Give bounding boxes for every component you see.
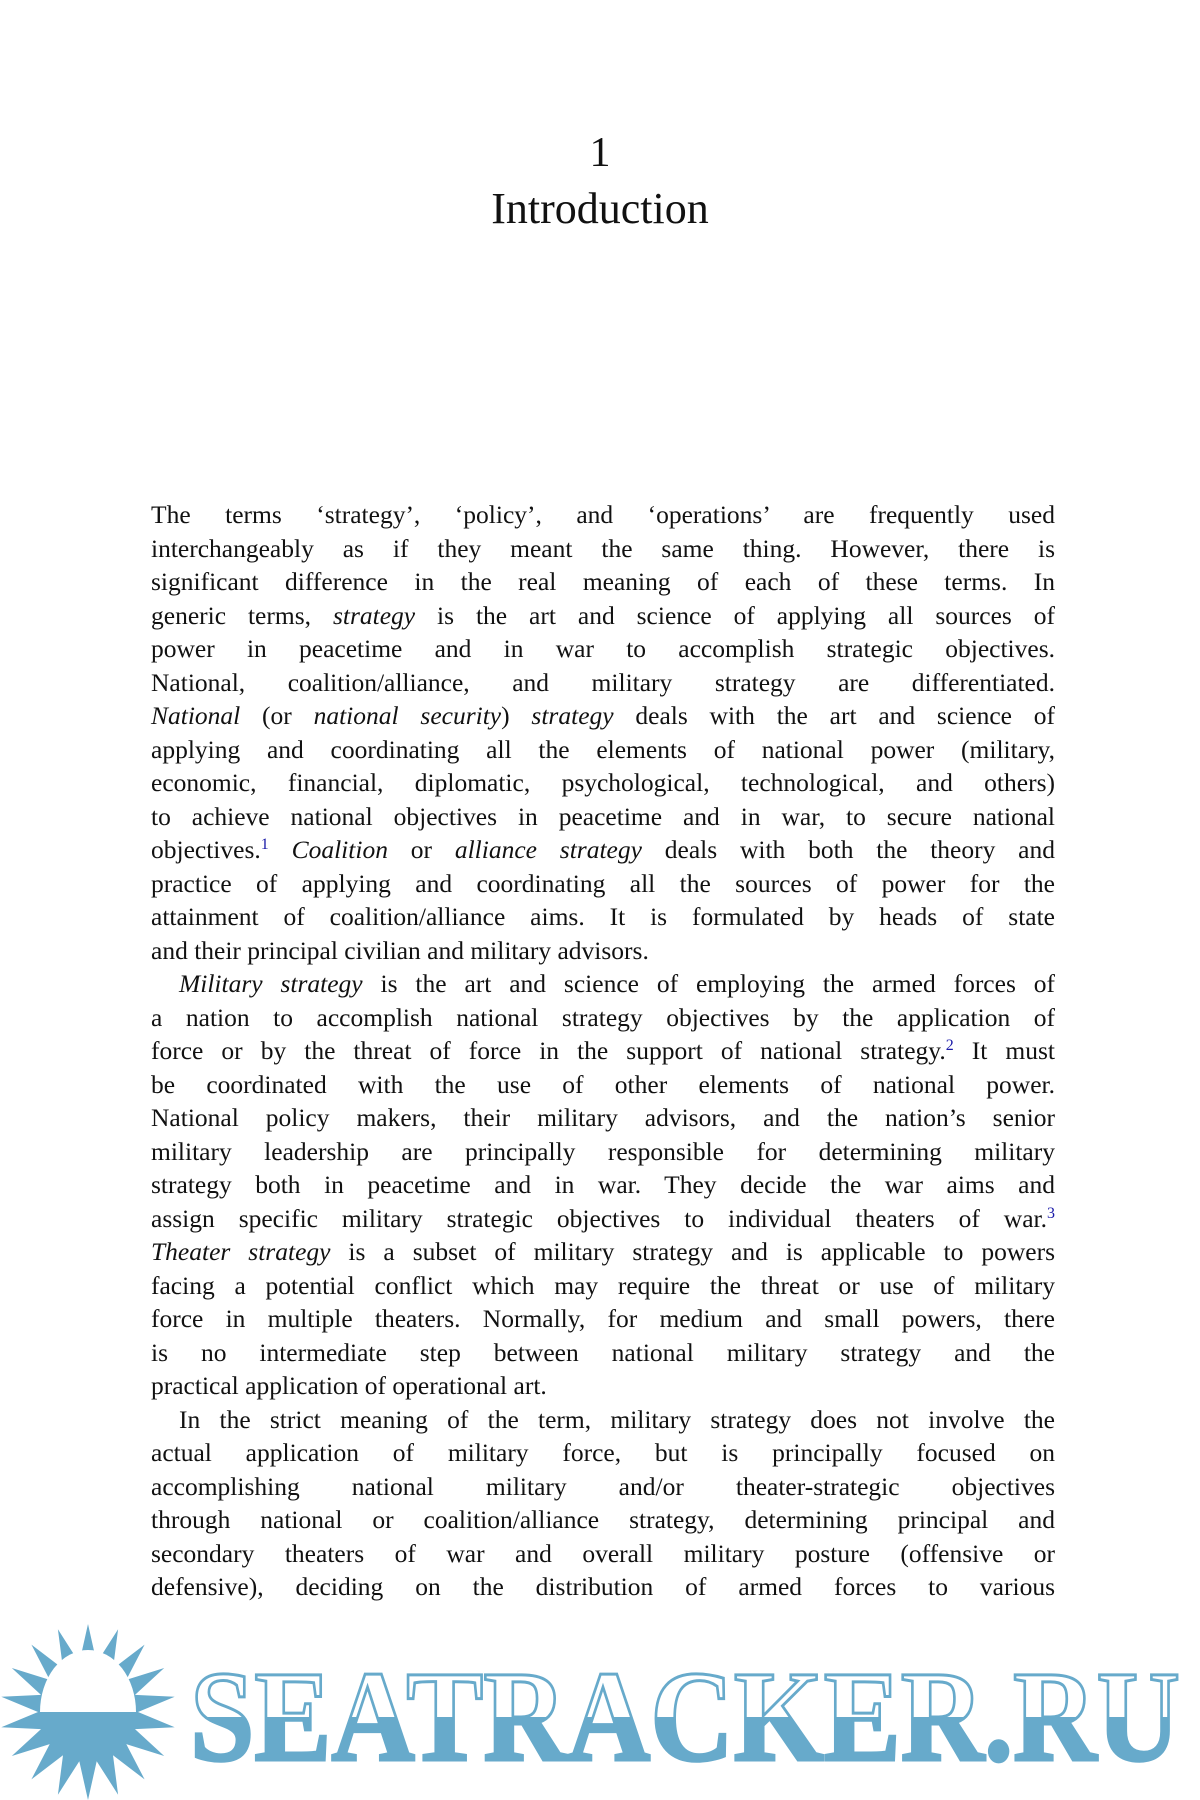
text-segment: National: [151, 701, 241, 730]
text-segment: be coordinated with the use of other elements of national power.: [151, 1069, 1055, 1099]
text-line: [151, 1403, 1055, 1437]
text-segment: National, coalition/alliance, and military strategy are differentiated.: [151, 667, 1055, 697]
text-segment: National policy makers, their military advisors, and the nation’s senior: [151, 1103, 1055, 1132]
text-segment: a nation to accomplish national strategy objectives by the application of: [151, 1002, 1055, 1032]
text-line: [151, 1537, 1055, 1571]
text-line: [151, 967, 1055, 1001]
text-line: [151, 1135, 1055, 1169]
text-segment: strategy: [332, 600, 416, 630]
text-segment: attainment of coalition/alliance aims. It is formulated by heads of state: [151, 902, 1055, 931]
text-segment: In the strict meaning of the term, military strategy does not involve the: [179, 1404, 1055, 1434]
text-line: [151, 1503, 1055, 1537]
text-line: [151, 1436, 1055, 1470]
text-line: [151, 1101, 1055, 1135]
watermark-text: SEATRACKER.RU: [190, 1645, 1180, 1789]
text-line: [151, 1168, 1055, 1202]
text-line: [151, 1202, 1055, 1236]
text-segment: interchangeably as if they meant the same thing. However, there is: [151, 533, 1055, 563]
text-line: [151, 733, 1055, 767]
text-segment: through national or coalition/alliance strategy, determining principal and: [151, 1505, 1055, 1534]
text-segment: secondary theaters of war and overall military posture (offensive or: [151, 1538, 1055, 1568]
text-segment: ): [501, 701, 532, 730]
text-line: [151, 498, 1055, 532]
text-line: [151, 900, 1055, 934]
text-line: [151, 1269, 1055, 1303]
sun-icon: [1, 1624, 174, 1800]
text-line: [151, 699, 1055, 733]
text-line: [151, 1336, 1055, 1370]
text-segment: (or: [240, 701, 314, 730]
text-segment: It must: [953, 1036, 1056, 1065]
text-segment: actual application of military force, but is principally focused on: [151, 1438, 1055, 1467]
text-line: [151, 666, 1055, 700]
text-line: [151, 766, 1055, 800]
text-segment: generic terms,: [151, 600, 333, 630]
text-segment: to achieve national objectives in peacetime and in war, to secure national: [151, 801, 1055, 831]
text-line: [151, 1001, 1055, 1035]
text-segment: deals with the art and science of: [613, 701, 1056, 730]
text-line: [151, 532, 1055, 566]
text-segment: alliance strategy: [454, 835, 642, 864]
text-segment: objectives.: [151, 835, 261, 864]
text-line: [151, 1570, 1055, 1604]
text-line: [151, 1034, 1055, 1068]
text-line: [151, 867, 1055, 901]
text-segment: national security: [313, 701, 502, 730]
text-segment: is a subset of military strategy and is applicable to powers: [330, 1237, 1055, 1266]
text-segment: military leadership are principally responsible for determining military: [151, 1136, 1055, 1166]
text-line: [151, 632, 1055, 666]
text-segment: facing a potential conflict which may require the threat or use of military: [151, 1270, 1055, 1300]
text-line: [151, 565, 1055, 599]
text-segment: force in multiple theaters. Normally, for medium and small powers, there: [151, 1304, 1055, 1333]
text-segment: significant difference in the real meaning of each of these terms. In: [151, 567, 1055, 596]
footnote-ref[interactable]: 1: [260, 836, 269, 853]
text-segment: is no intermediate step between national military strategy and the: [151, 1337, 1055, 1367]
watermark-logo: [0, 1620, 1200, 1800]
text-line: [151, 934, 1055, 968]
text-segment: Theater strategy: [151, 1237, 331, 1266]
text-segment: [269, 835, 292, 864]
footnote-ref[interactable]: 3: [1047, 1204, 1055, 1222]
chapter-title: Introduction: [491, 184, 709, 233]
body-text: [151, 498, 1055, 1604]
footnote-ref[interactable]: 2: [945, 1037, 954, 1054]
text-segment: defensive), deciding on the distribution of armed forces to various: [151, 1572, 1055, 1601]
text-segment: strategy both in peacetime and in war. They decide the war aims and: [151, 1170, 1055, 1199]
text-line: [151, 1235, 1055, 1269]
text-segment: applying and coordinating all the elements of national power (military,: [151, 734, 1055, 764]
text-segment: assign specific military strategic objectives to individual theaters of war.: [151, 1203, 1047, 1233]
text-segment: accomplishing national military and/or theater-strategic objectives: [151, 1471, 1055, 1501]
text-line: [151, 1302, 1055, 1336]
text-segment: is the art and science of applying all sources of: [415, 600, 1056, 630]
text-segment: force or by the threat of force in the support of national strategy.: [151, 1036, 946, 1065]
text-segment: power in peacetime and in war to accomplish strategic objectives.: [151, 634, 1055, 663]
text-segment: is the art and science of employing the armed forces of: [362, 969, 1055, 998]
text-segment: practice of applying and coordinating all the sources of power for the: [151, 868, 1055, 898]
text-segment: or: [387, 835, 455, 864]
text-line: [151, 833, 1055, 867]
text-segment: Military strategy: [179, 969, 363, 998]
text-line: [151, 599, 1055, 633]
text-segment: strategy: [531, 701, 614, 730]
text-segment: The terms ‘strategy’, ‘policy’, and ‘operations’ are frequently used: [151, 500, 1055, 529]
text-segment: deals with both the theory and: [641, 835, 1056, 864]
chapter-number: 1: [589, 130, 611, 176]
text-segment: practical application of operational art.: [151, 1371, 547, 1400]
text-segment: Coalition: [291, 835, 388, 864]
text-line: [151, 800, 1055, 834]
text-line: [151, 1068, 1055, 1102]
text-line: [151, 1369, 1055, 1403]
text-segment: and their principal civilian and military advisors.: [151, 935, 649, 965]
text-line: [151, 1470, 1055, 1504]
text-segment: economic, financial, diplomatic, psychological, technological, and others): [151, 768, 1055, 797]
